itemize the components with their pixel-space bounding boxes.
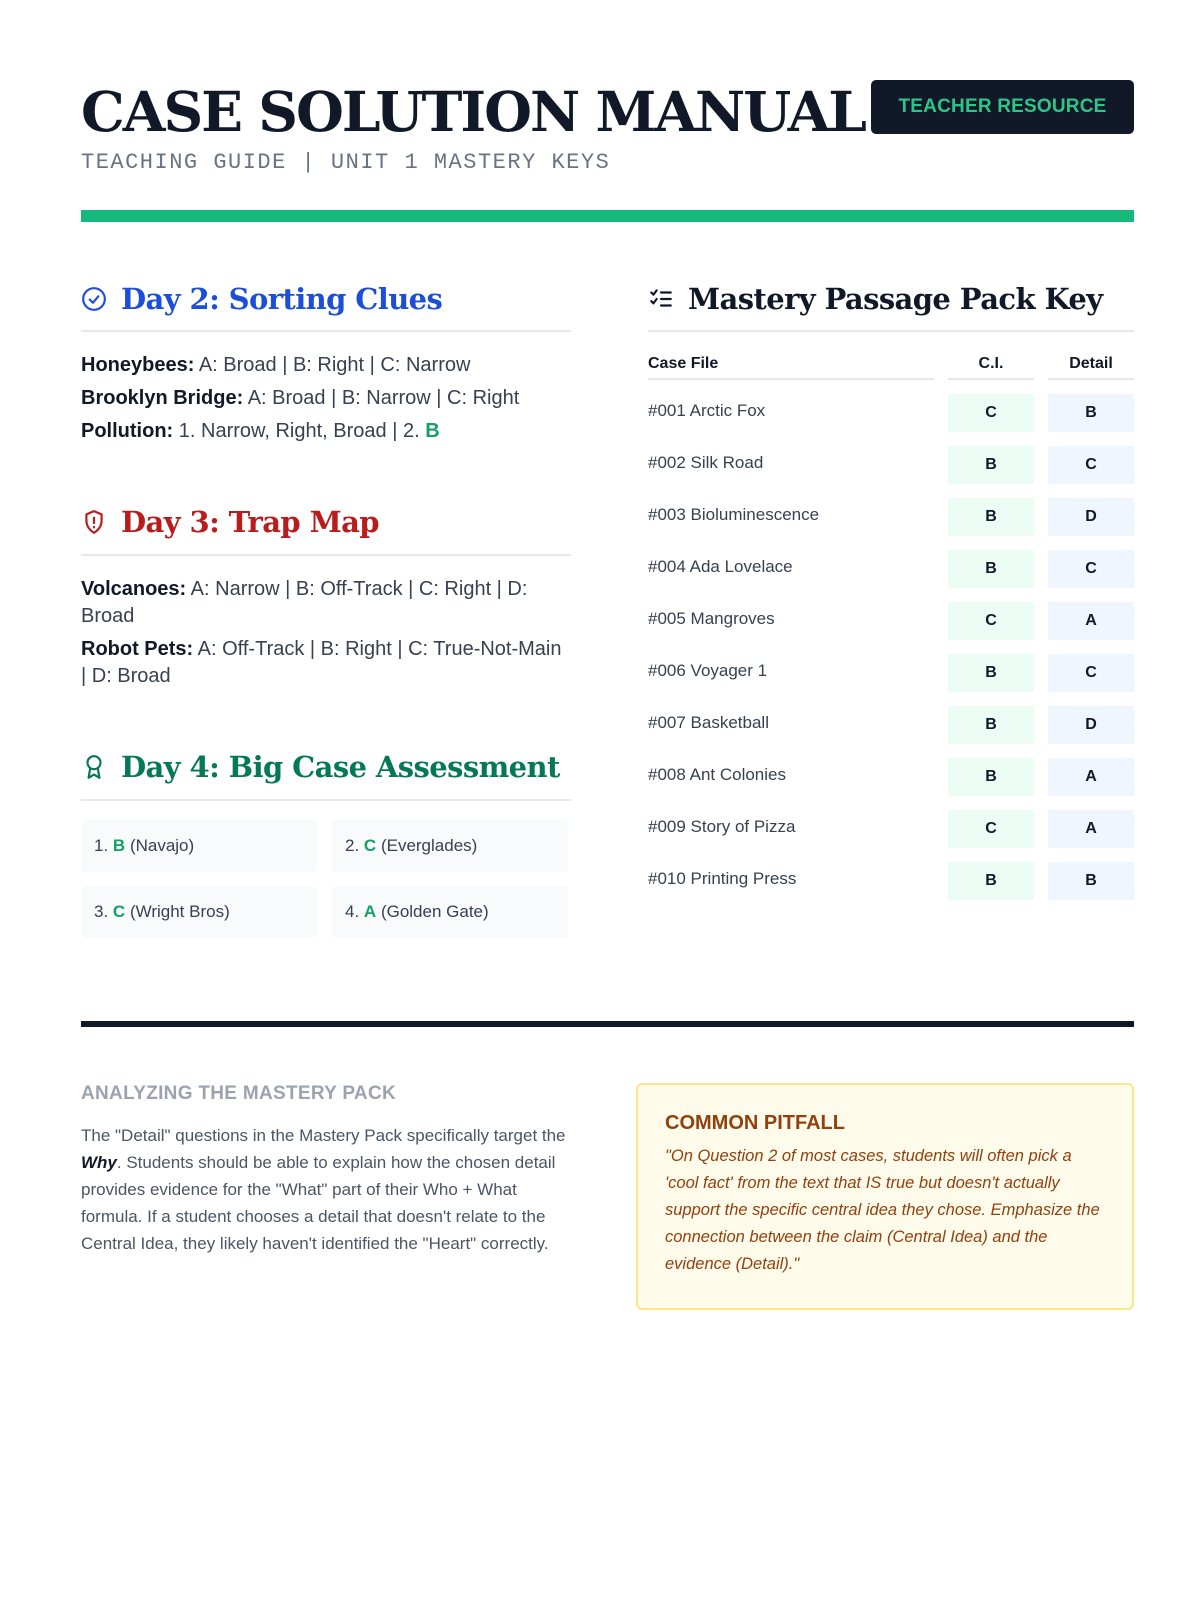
line-text: A: Narrow | B: Off-Track | C: Right | D: Broad <box>81 578 528 627</box>
day4-heading <box>81 750 560 784</box>
detail-answer: C <box>1048 550 1134 588</box>
col-header-detail: Detail <box>1069 355 1113 372</box>
detail-answer: C <box>1048 446 1134 484</box>
day4-title: Day 4: Big Case Assessment <box>121 750 560 784</box>
answer-letter: C <box>363 836 377 855</box>
answer-number: 2. <box>345 836 360 855</box>
day2-heading <box>81 282 442 316</box>
case-file-label: #009 Story of Pizza <box>648 817 796 836</box>
ci-answer: B <box>948 654 1034 692</box>
answer-number: 4. <box>345 902 360 921</box>
case-file-label: #007 Basketball <box>648 713 769 732</box>
day2-line-honeybees <box>81 352 571 379</box>
case-file-label: #003 Bioluminescence <box>648 505 820 524</box>
case-file-label: #005 Mangroves <box>648 609 775 628</box>
answer-card-3 <box>81 886 317 938</box>
ci-answer: C <box>948 602 1034 640</box>
case-file-label: #002 Silk Road <box>648 453 764 472</box>
detail-answer: C <box>1048 654 1134 692</box>
detail-answer: B <box>1048 862 1134 900</box>
line-label: Pollution: <box>81 420 174 442</box>
ci-answer: B <box>948 498 1034 536</box>
line-text: A: Off-Track | B: Right | C: True-Not-Main | D: Broad <box>81 638 562 687</box>
ci-answer: B <box>948 446 1034 484</box>
analysis-title: ANALYZING THE MASTERY PACK <box>81 1083 396 1104</box>
answer-letter: B <box>425 420 440 442</box>
pitfall-title: COMMON PITFALL <box>665 1112 845 1134</box>
shield-alert-icon <box>81 509 107 535</box>
day4-divider <box>81 799 571 801</box>
ci-answer: B <box>948 550 1034 588</box>
ci-answer: C <box>948 394 1034 432</box>
day3-heading <box>81 505 379 539</box>
page-title: CASE SOLUTION MANUAL <box>81 79 865 144</box>
check-circle-icon <box>81 286 107 312</box>
answer-case: (Wright Bros) <box>129 902 230 921</box>
answer-number: 1. <box>94 836 109 855</box>
ci-answer: B <box>948 758 1034 796</box>
detail-answer: A <box>1048 758 1134 796</box>
common-pitfall-callout <box>636 1083 1134 1310</box>
footer-divider <box>81 1021 1134 1027</box>
col-header-case-file: Case File <box>648 355 719 372</box>
analysis-text: . Students should be able to explain how the chosen detail provides evidence for the "What" part of their Who + What formula. If a student chooses a detail that doesn't relate to the Central Idea, they likely haven't identified the "Heart" correctly. <box>81 1153 556 1253</box>
line-text: A: Broad | B: Right | C: Narrow <box>198 354 471 376</box>
detail-answer: A <box>1048 810 1134 848</box>
case-file-label: #004 Ada Lovelace <box>648 557 793 576</box>
mastery-divider <box>648 330 1134 332</box>
case-file-label: #001 Arctic Fox <box>648 401 766 420</box>
day2-title: Day 2: Sorting Clues <box>121 282 443 316</box>
ci-answer: C <box>948 810 1034 848</box>
answer-case: (Everglades) <box>380 836 478 855</box>
detail-answer: A <box>1048 602 1134 640</box>
day3-line-robot-pets <box>81 636 571 690</box>
day3-title: Day 3: Trap Map <box>121 505 379 539</box>
list-checks-icon <box>648 286 674 312</box>
detail-answer: B <box>1048 394 1134 432</box>
page-header <box>81 79 1134 175</box>
answer-case: (Navajo) <box>129 836 195 855</box>
answer-letter: A <box>363 902 377 921</box>
header-underline <box>1048 378 1134 380</box>
line-text: A: Broad | B: Narrow | C: Right <box>247 387 520 409</box>
ci-answer: B <box>948 706 1034 744</box>
award-icon <box>81 754 107 780</box>
day2-divider <box>81 330 571 332</box>
answer-letter: C <box>112 902 126 921</box>
page-subtitle: TEACHING GUIDE | UNIT 1 MASTERY KEYS <box>81 150 611 175</box>
day2-line-pollution <box>81 418 571 445</box>
day2-line-brooklyn-bridge <box>81 385 571 412</box>
col-header-ci: C.I. <box>978 355 1004 372</box>
case-file-label: #010 Printing Press <box>648 869 797 888</box>
line-label: Volcanoes: <box>81 578 187 600</box>
line-label: Honeybees: <box>81 354 195 376</box>
analysis-body <box>81 1122 581 1257</box>
ci-answer: B <box>948 862 1034 900</box>
answer-card-1 <box>81 820 317 872</box>
case-file-label: #006 Voyager 1 <box>648 661 768 680</box>
header-underline <box>648 378 934 380</box>
case-file-label: #008 Ant Colonies <box>648 765 786 784</box>
line-label: Brooklyn Bridge: <box>81 387 244 409</box>
line-text: 1. Narrow, Right, Broad | 2. <box>178 420 420 442</box>
header-underline <box>948 378 1034 380</box>
day3-divider <box>81 554 571 556</box>
answer-case: (Golden Gate) <box>380 902 489 921</box>
teacher-resource-badge: TEACHER RESOURCE <box>871 80 1134 134</box>
answer-letter: B <box>112 836 126 855</box>
answer-number: 3. <box>94 902 109 921</box>
detail-answer: D <box>1048 498 1134 536</box>
detail-answer: D <box>1048 706 1134 744</box>
pitfall-body: "On Question 2 of most cases, students will often pick a 'cool fact' from the text that IS true but doesn't actually support the specific central idea they chose. Emphasize the connection between the claim (Central Idea) and the evidence (Detail)." <box>665 1147 1100 1273</box>
answer-card-4 <box>332 886 568 938</box>
mastery-title: Mastery Passage Pack Key <box>688 282 1103 316</box>
analysis-emphasis: Why <box>81 1153 117 1172</box>
mastery-heading <box>648 282 1103 316</box>
analysis-text: The "Detail" questions in the Mastery Pack specifically target the <box>81 1126 566 1145</box>
line-label: Robot Pets: <box>81 638 194 660</box>
day3-line-volcanoes <box>81 576 571 630</box>
answer-card-2 <box>332 820 568 872</box>
header-divider <box>81 210 1134 222</box>
